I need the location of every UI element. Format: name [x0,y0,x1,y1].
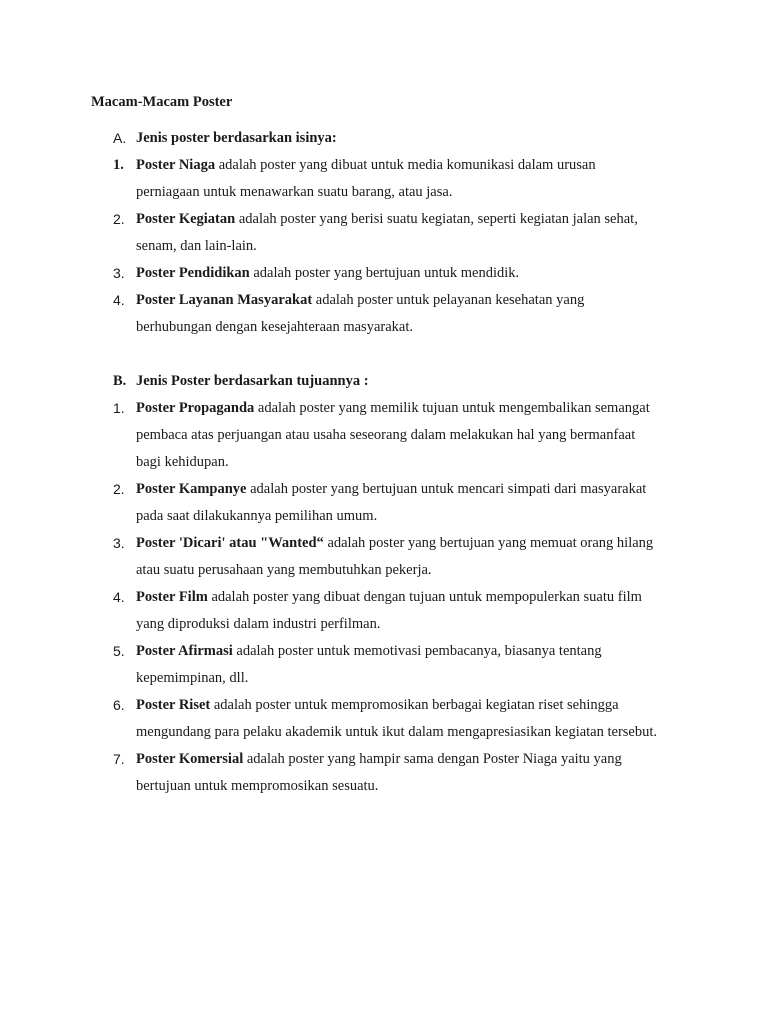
list-item-continuation: berhubungan dengan kesejahteraan masyarakat. [136,319,413,335]
list-item-text: adalah poster yang bertujuan untuk mendidik. [249,265,520,281]
list-item [0,530,768,584]
section-heading-text: Jenis poster berdasarkan isinya: [136,130,337,146]
list-item-text: adalah poster untuk memotivasi pembacanya, biasanya tentang [232,643,602,659]
list-item-text: adalah poster yang bertujuan yang memuat orang hilang [323,535,654,551]
list-item-continuation: perniagaan untuk menawarkan suatu barang, atau jasa. [136,184,453,200]
list-item-number: 3. [113,265,125,281]
list-item-term: Poster Niaga [136,157,216,173]
list-item-continuation: bertujuan untuk mempromosikan sesuatu. [136,778,379,794]
list-item-text: adalah poster untuk pelayanan kesehatan yang [312,292,585,308]
list-item-number: 3. [113,535,125,551]
list-item-number: 5. [113,643,125,659]
list-item-term: Poster Layanan Masyarakat [136,292,313,308]
list-item-text: adalah poster yang dibuat untuk media komunikasi dalam urusan [215,157,596,173]
list-item-number: 1. [113,157,124,173]
section-by-purpose [0,368,768,800]
list-item [0,476,768,530]
list-item-continuation: yang diproduksi dalam industri perfilman. [136,616,381,632]
list-item-term: Poster Propaganda [136,400,255,416]
list-item-number: 1. [113,400,125,416]
list-item-term: Poster 'Dicari' atau "Wanted“ [136,535,324,551]
list-item-term: Poster Pendidikan [136,265,250,281]
section-marker: B. [113,373,127,389]
list-item-continuation: senam, dan lain-lain. [136,238,257,254]
list-item [0,152,768,206]
list-item [0,206,768,260]
list-item [0,692,768,746]
list-item [0,260,768,287]
list-item-continuation: kepemimpinan, dll. [136,670,249,686]
list-item-number: 4. [113,589,125,605]
list-item-text: adalah poster untuk mempromosikan berbagai kegiatan riset sehingga [210,697,619,713]
list-item-continuation: atau suatu perusahaan yang membutuhkan pekerja. [136,562,432,578]
section-heading-text: Jenis Poster berdasarkan tujuannya : [136,373,369,389]
list-item-text: adalah poster yang memilik tujuan untuk mengembalikan semangat [254,400,650,416]
list-item-text: adalah poster yang hampir sama dengan Poster Niaga yaitu yang [243,751,622,767]
list-item-term: Poster Riset [136,697,211,713]
list-item-text: adalah poster yang berisi suatu kegiatan, seperti kegiatan jalan sehat, [235,211,638,227]
list-item-number: 7. [113,751,125,767]
section-heading [0,125,768,152]
list-item [0,584,768,638]
list-item-continuation: pembaca atas perjuangan atau usaha seseorang dalam melakukan hal yang bermanfaat [136,427,636,443]
list-item [0,287,768,341]
list-item-number: 2. [113,211,125,227]
list-item-term: Poster Kampanye [136,481,247,497]
list-item [0,395,768,476]
section-heading [0,368,768,395]
list-item-number: 2. [113,481,125,497]
section-marker: A. [113,130,127,146]
list-item-number: 4. [113,292,125,308]
list-item-term: Poster Film [136,589,208,605]
list-item-text: adalah poster yang dibuat dengan tujuan untuk mempopulerkan suatu film [207,589,642,605]
list-item-number: 6. [113,697,125,713]
list-item-continuation: pada saat dilakukannya pemilihan umum. [136,508,378,524]
list-item-text: adalah poster yang bertujuan untuk mencari simpati dari masyarakat [246,481,647,497]
list-item-continuation: bagi kehidupan. [136,454,229,470]
list-item-continuation: mengundang para pelaku akademik untuk ikut dalam mengapresiasikan kegiatan tersebut. [136,724,658,740]
section-by-content [0,125,768,341]
page-title: Macam-Macam Poster [91,94,233,110]
list-item [0,746,768,800]
list-item-term: Poster Komersial [136,751,244,767]
list-item-term: Poster Afirmasi [136,643,233,659]
list-item-term: Poster Kegiatan [136,211,236,227]
list-item [0,638,768,692]
